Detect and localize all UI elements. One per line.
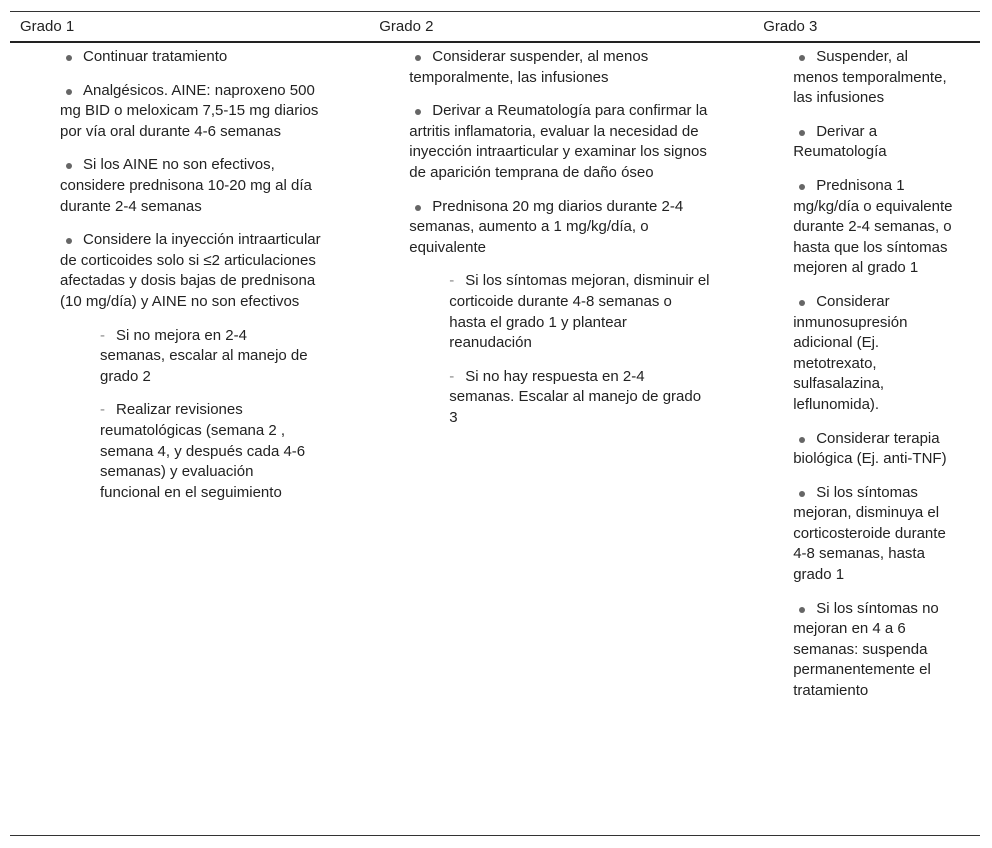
header-grado-1: Grado 1 — [10, 12, 369, 43]
sub-list-item: - Si no mejora en 2-4 semanas, escalar al manejo de grado 2 — [100, 326, 310, 388]
list-item: Considerar terapia biológica (Ej. anti-TNF) — [793, 429, 955, 470]
sub-list-item: - Realizar revisiones reumatológicas (semana 2 , semana 4, y después cada 4-6 semanas) y evaluación funcional en el seguimiento — [100, 400, 310, 503]
list-item: Prednisona 20 mg diarios durante 2-4 semanas, aumento a 1 mg/kg/día, o equivalente — [409, 197, 711, 259]
header-grado-3: Grado 3 — [753, 12, 980, 43]
list-item: Derivar a Reumatología — [793, 122, 955, 163]
list-item: Considerar suspender, al menos temporalmente, las infusiones — [409, 47, 711, 88]
list-item: Continuar tratamiento — [60, 47, 328, 68]
grado-2-cell — [369, 42, 753, 835]
list-item: Derivar a Reumatología para confirmar la artritis inflamatoria, evaluar la necesidad de inyección intraarticular y examinar los signos de aparición temprana de daño óseo — [409, 101, 711, 183]
grado-1-cell — [10, 42, 369, 835]
list-item: Suspender, al menos temporalmente, las infusiones — [793, 47, 955, 109]
list-item: Analgésicos. AINE: naproxeno 500 mg BID o meloxicam 7,5-15 mg diarios por vía oral durante 4-6 semanas — [60, 81, 328, 143]
grado-3-cell — [753, 42, 980, 835]
sub-list-item: - Si los síntomas mejoran, disminuir el corticoide durante 4-8 semanas o hasta el grado 1 y plantear reanudación — [449, 271, 711, 353]
grade-management-table — [10, 11, 980, 836]
list-item: Si los AINE no son efectivos, considere prednisona 10-20 mg al día durante 2-4 semanas — [60, 155, 328, 217]
list-item: Si los síntomas mejoran, disminuya el corticosteroide durante 4-8 semanas, hasta grado 1 — [793, 483, 955, 586]
list-item: Considerar inmunosupresión adicional (Ej. metotrexato, sulfasalazina, leflunomida). — [793, 292, 955, 416]
list-item: Prednisona 1 mg/kg/día o equivalente durante 2-4 semanas, o hasta que los síntomas mejoren al grado 1 — [793, 176, 955, 279]
list-item: Si los síntomas no mejoran en 4 a 6 semanas: suspenda permanentemente el tratamiento — [793, 599, 955, 702]
list-item: Considere la inyección intraarticular de corticoides solo si ≤2 articulaciones afectadas y dosis bajas de prednisona (10 mg/día) y AINE no son efectivos — [60, 230, 328, 312]
sub-list-item: - Si no hay respuesta en 2-4 semanas. Escalar al manejo de grado 3 — [449, 367, 711, 429]
header-grado-2: Grado 2 — [369, 12, 753, 43]
